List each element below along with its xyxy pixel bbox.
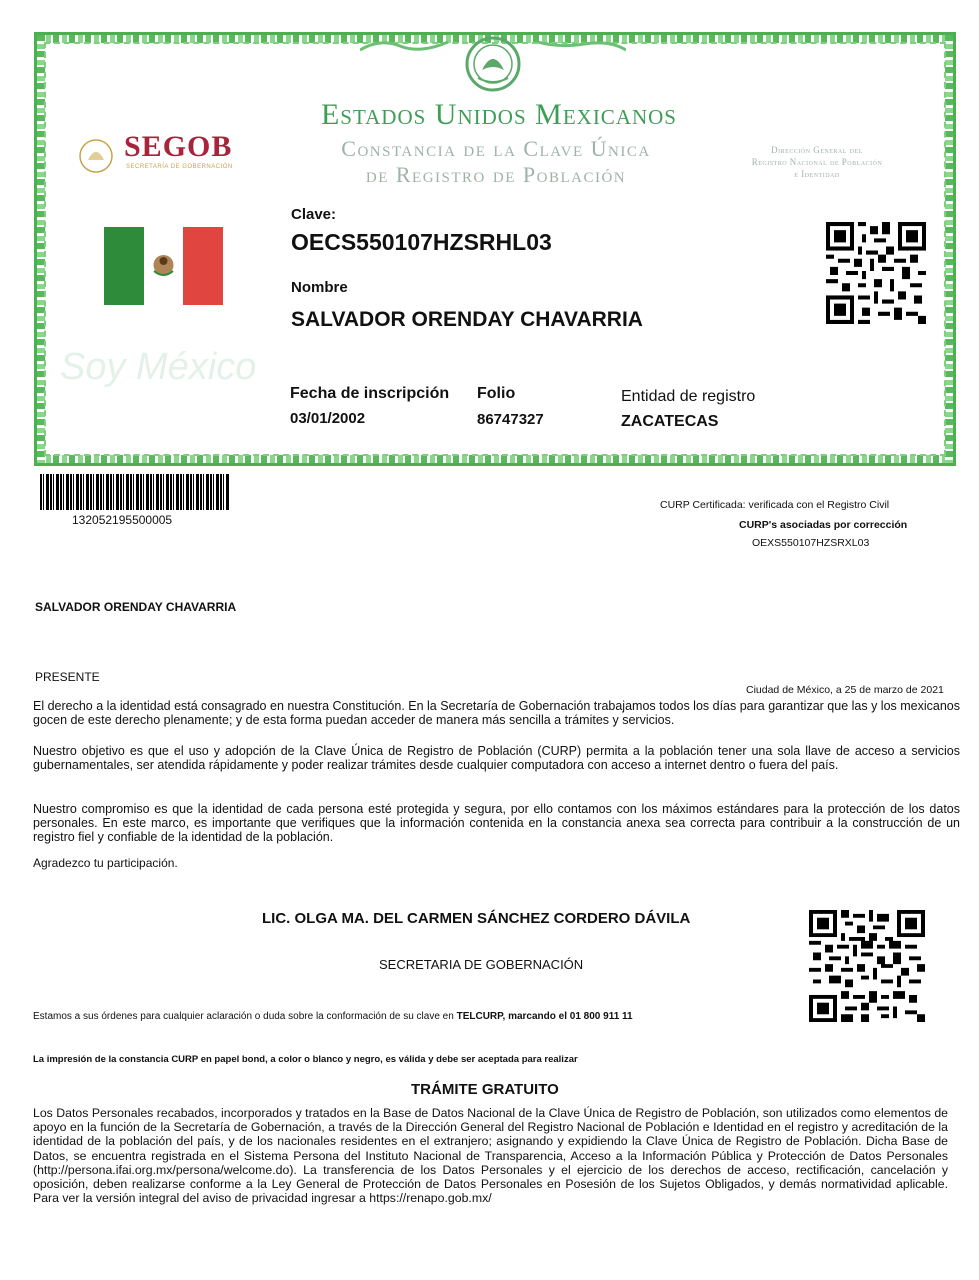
associated-curp-value: OEXS550107HZSRXL03 [752, 537, 870, 549]
renapo-line-1: Dirección General del [771, 145, 863, 155]
flag-emblem-icon [144, 227, 183, 305]
country-title: Estados Unidos Mexicanos [320, 98, 677, 131]
fecha-value: 03/01/2002 [290, 410, 366, 427]
left-ornament-icon [360, 36, 450, 54]
fecha-label: Fecha de inscripción [290, 385, 450, 402]
renapo-line-2: Registro Nacional de Población [751, 157, 883, 167]
signer-name: LIC. OLGA MA. DEL CARMEN SÁNCHEZ CORDERO DÁVILA [262, 910, 691, 927]
certificate-subtitle-1: Constancia de la Clave Única [341, 136, 651, 161]
curp-certified-status: CURP Certificada: verificada con el Registro Civil [660, 499, 890, 511]
qr-code-icon [826, 222, 926, 324]
eagle-emblem-icon [458, 34, 528, 96]
folio-label: Folio [477, 385, 516, 402]
nombre-value: SALVADOR ORENDAY CHAVARRIA [291, 308, 643, 331]
folio-value: 86747327 [477, 411, 544, 428]
barcode-icon [40, 474, 230, 510]
letter-presente: PRESENTE [35, 670, 100, 684]
letter-paragraph-1: El derecho a la identidad está consagrado en nuestra Constitución. En la Secretaría de Gobernación trabajamos todos los días para garantizar que las y los mexicanos gocen de este derecho plenamente; y de esta forma puedan acceder de manera más sencilla a trámites y servicios. [33, 699, 960, 727]
segob-caption: SECRETARÍA DE GOBERNACIÓN [126, 164, 233, 170]
contact-prefix: Estamos a sus órdenes para cualquier aclaración o duda sobre la conformación de su clave en [33, 1011, 457, 1022]
flag-green-stripe [104, 227, 144, 305]
nombre-label: Nombre [291, 279, 348, 296]
segob-logo: SEGOB [124, 130, 233, 163]
letter-paragraph-2: Nuestro objetivo es que el uso y adopción de la Clave Única de Registro de Población (CURP) permita a la población tener una sola llave de acceso a servicios gubernamentales, ser atendida rápidamente y poder realizar trámites desde cualquier computadora con acceso a internet dentro o fuera del país. [33, 744, 960, 772]
renapo-caption [712, 144, 922, 180]
telcurp-phone: TELCURP, marcando el 01 800 911 11 [456, 1011, 633, 1022]
privacy-notice: Los Datos Personales recabados, incorporados y tratados en la Base de Datos Nacional de la Clave Única de Registro de Población, son utilizados como elementos de apoyo en la función de la Secretaría de Gobernación, a través de la Dirección General del Registro Nacional de Población e Identidad en el registro y acreditación de la identidad de la población del país, y de los nacionales residentes en el extranjero; asignando y expidiendo la Clave Única de Registro de Población. Dicha Base de Datos, se encuentra registrada en el Sistema Persona del Instituto Nacional de Transparencia, Acceso a la Información Pública y Protección de Datos Personales (http://persona.ifai.org.mx/persona/welcome.do). La transferencia de los Datos Personales y el ejercicio de los derechos de acceso, rectificación, cancelación y oposición, deben realizarse conforme a la Ley General de Protección de Datos Personales en Posesión de los Sujetos Obligados, y demás normatividad aplicable. Para ver la versión integral del aviso de privacidad ingresar a https://renapo.gob.mx/ [33, 1106, 948, 1206]
contact-line [33, 1011, 633, 1022]
renapo-line-3: e Identidad [794, 169, 840, 179]
segob-emblem-icon [74, 136, 118, 176]
flag-white-stripe [144, 227, 183, 305]
right-border-band [945, 35, 953, 463]
print-validity-note: La impresión de la constancia CURP en papel bond, a color o blanco y negro, es válida y debe ser aceptada para realizar [33, 1054, 578, 1065]
qr-code-icon [809, 910, 925, 1022]
letter-recipient: SALVADOR ORENDAY CHAVARRIA [35, 600, 237, 614]
bottom-border-band [37, 455, 953, 463]
mexican-flag [104, 227, 223, 305]
watermark-soy-mexico: Soy México [60, 346, 257, 388]
clave-value: OECS550107HZSRHL03 [291, 229, 552, 255]
barcode-number: 132052195500005 [72, 513, 173, 527]
entidad-value: ZACATECAS [621, 413, 719, 430]
signer-title: SECRETARIA DE GOBERNACIÓN [379, 957, 584, 972]
letter-paragraph-3: Nuestro compromiso es que la identidad de cada persona esté protegida y segura, por ello contamos con los máximos estándares para la protección de los datos personales. En este marco, es importante que verifiques que la información contenida en la constancia anexa sea correcta para contribuir a la construcción de un registro fiel y confiable de la identidad de la población. [33, 802, 960, 844]
right-ornament-icon [536, 36, 626, 54]
associated-curp-label: CURP's asociadas por corrección [739, 519, 908, 531]
certificate-subtitle-2: de Registro de Población [365, 162, 627, 187]
flag-red-stripe [183, 227, 223, 305]
letter-thanks: Agradezco tu participación. [33, 856, 178, 870]
entidad-label: Entidad de registro [621, 388, 756, 405]
tramite-gratuito: TRÁMITE GRATUITO [411, 1081, 559, 1098]
clave-label: Clave: [291, 206, 337, 223]
letter-place-date: Ciudad de México, a 25 de marzo de 2021 [746, 684, 944, 696]
